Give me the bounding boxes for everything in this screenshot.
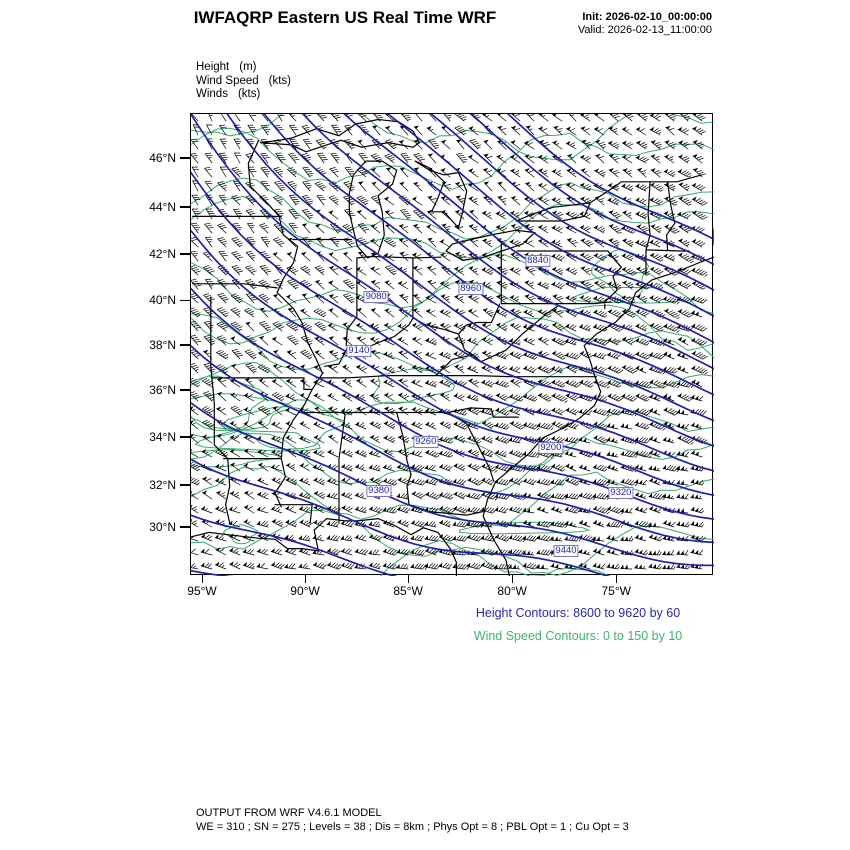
lat-tick <box>180 157 190 159</box>
lat-tick <box>180 436 190 438</box>
lon-tick <box>512 575 514 583</box>
footer-config-line: WE = 310 ; SN = 275 ; Levels = 38 ; Dis = 8km ; Phys Opt = 8 ; PBL Opt = 1 ; Cu Opt = 3 <box>196 821 629 833</box>
lat-tick-label: 34°N <box>149 429 176 444</box>
lat-tick <box>180 253 190 255</box>
height-contour-caption: Height Contours: 8600 to 9620 by 60 <box>475 606 681 620</box>
lat-tick-label: 32°N <box>149 477 176 492</box>
lat-tick-label: 38°N <box>149 337 176 352</box>
lat-tick <box>180 484 190 486</box>
page-title: IWFAQRP Eastern US Real Time WRF <box>193 8 497 27</box>
height-contour-label: 9260 <box>415 436 437 448</box>
lat-tick-label: 40°N <box>149 293 176 308</box>
lat-tick-label: 36°N <box>149 382 176 397</box>
legend-row-height: Height (m) <box>196 61 257 73</box>
height-contours <box>191 114 714 576</box>
valid-time: Valid: 2026-02-13_11:00:00 <box>577 24 712 36</box>
lon-tick-label: 75°W <box>601 584 631 598</box>
lat-tick <box>180 344 190 346</box>
height-contour-label: 8960 <box>460 283 482 295</box>
lon-tick-label: 90°W <box>290 584 320 598</box>
lat-tick <box>180 526 190 528</box>
lat-tick-label: 46°N <box>149 150 176 165</box>
lat-tick <box>180 300 190 302</box>
variable-legend <box>196 61 291 102</box>
height-contour-label: 9320 <box>610 486 632 498</box>
height-contour-label: 9380 <box>368 484 390 496</box>
lon-tick <box>305 575 307 583</box>
footer-model-line: OUTPUT FROM WRF V4.6.1 MODEL <box>196 807 382 819</box>
lat-tick <box>180 389 190 391</box>
lat-tick-label: 44°N <box>149 199 176 214</box>
lat-tick-label: 42°N <box>149 246 176 261</box>
weather-map-plot <box>191 114 714 576</box>
lon-tick <box>202 575 204 583</box>
legend-row-wind-speed: Wind Speed (kts) <box>196 74 292 87</box>
legend-row-winds: Winds (kts) <box>196 88 261 100</box>
lon-tick-label: 95°W <box>187 584 217 598</box>
wind-speed-contour-caption: Wind Speed Contours: 0 to 150 by 10 <box>473 629 683 643</box>
map-canvas <box>190 113 713 575</box>
height-contour-label: 9140 <box>348 345 370 356</box>
lon-tick-label: 80°W <box>497 584 527 598</box>
model-footer <box>196 806 629 834</box>
height-contour-label: 9200 <box>540 442 562 454</box>
geography-borders <box>191 120 714 577</box>
init-time: Init: 2026-02-10_00:00:00 <box>582 11 712 23</box>
lon-tick <box>616 575 618 583</box>
lon-tick-label: 85°W <box>393 584 423 598</box>
height-contour-label: 9080 <box>365 290 387 302</box>
lat-tick-label: 30°N <box>149 519 176 534</box>
height-contour-label: 9440 <box>555 545 577 557</box>
lat-tick <box>180 206 190 208</box>
run-times <box>578 11 712 37</box>
lon-tick <box>408 575 410 583</box>
height-contour-label: 8840 <box>527 254 549 266</box>
